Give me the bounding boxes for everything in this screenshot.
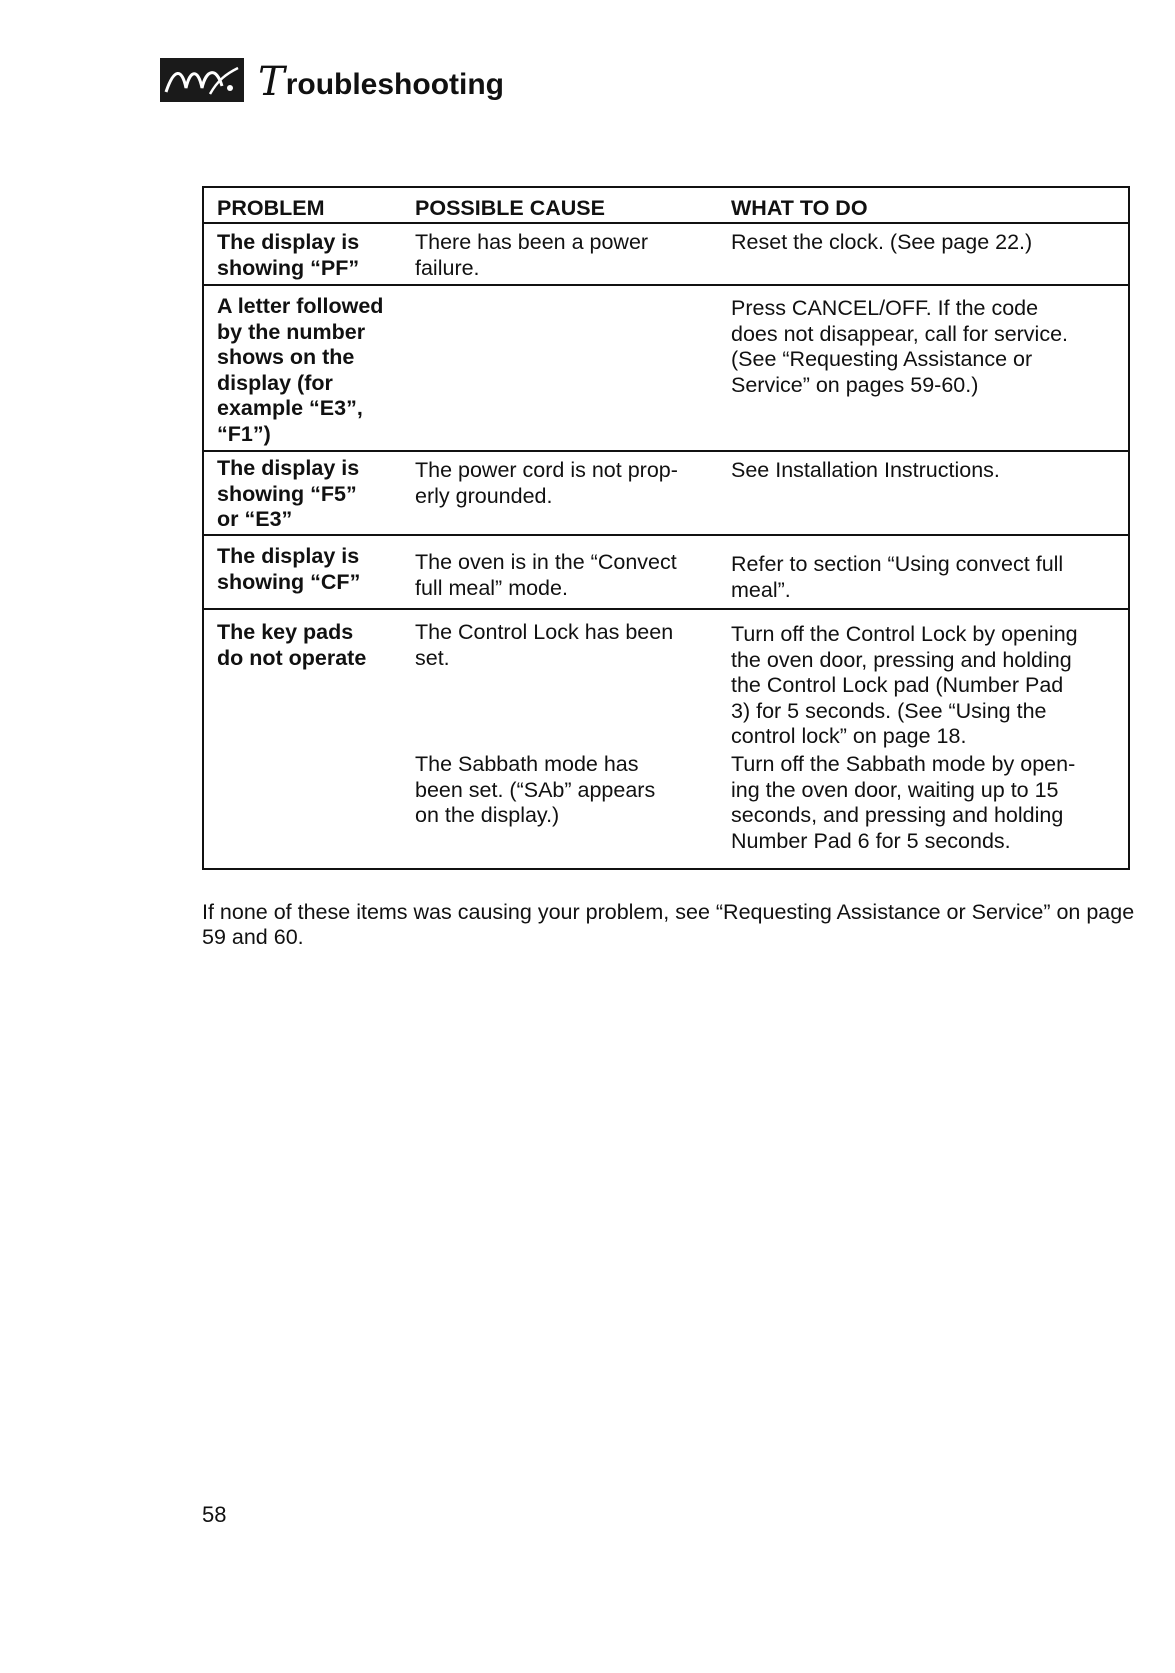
problem-cell: The display is showing “F5” or “E3” xyxy=(217,456,360,531)
table-row xyxy=(204,286,1128,452)
page-title-initial: T xyxy=(258,59,285,105)
action-cell: See Installation Instructions. xyxy=(731,458,1000,482)
cause-cell: The oven is in the “Convect full meal” mode. xyxy=(415,550,677,600)
page-number: 58 xyxy=(202,1502,227,1527)
cause-cell: The Sabbath mode has been set. (“SAb” appears on the display.) xyxy=(415,752,656,827)
action-cell: Reset the clock. (See page 22.) xyxy=(731,230,1033,254)
cause-cell: The power cord is not prop- erly grounded. xyxy=(415,458,678,508)
footer-note: If none of these items was causing your problem, see “Requesting Assistance or Service” on page 59 and 60. xyxy=(202,900,1135,949)
table-row xyxy=(204,224,1128,286)
action-cell: Refer to section “Using convect full meal”. xyxy=(731,552,1064,602)
column-header-problem: PROBLEM xyxy=(217,196,325,220)
table-row xyxy=(204,536,1128,610)
table-row xyxy=(204,452,1128,536)
action-cell: Turn off the Control Lock by opening the oven door, pressing and holding the Control Lock pad (Number Pad 3) for 5 seconds. (See “Using the control lock” on page 18. xyxy=(731,622,1078,748)
action-column xyxy=(728,610,1128,868)
page-title xyxy=(258,59,504,105)
cause-cell xyxy=(412,286,728,450)
cause-cell: The Control Lock has been set. xyxy=(415,620,674,670)
problem-cell: The display is showing “CF” xyxy=(217,544,361,594)
problem-cell: A letter followed by the number shows on the display (for example “E3”, “F1”) xyxy=(217,294,384,446)
action-cell: Turn off the Sabbath mode by open- ing the oven door, waiting up to 15 seconds, and pressing and holding Number Pad 6 for 5 seconds. xyxy=(731,752,1076,853)
action-cell: Press CANCEL/OFF. If the code does not disappear, call for service. (See “Requesting Assistance or Service” on pages 59-60.) xyxy=(731,296,1069,397)
column-header-cause: POSSIBLE CAUSE xyxy=(415,196,605,220)
cause-cell: There has been a power failure. xyxy=(415,230,649,280)
problem-cell: The display is showing “PF” xyxy=(217,230,360,280)
page-header xyxy=(160,52,504,105)
cause-column xyxy=(412,610,728,868)
page-title-rest: roubleshooting xyxy=(285,68,504,101)
table-row xyxy=(204,610,1128,868)
problem-cell: The key pads do not operate xyxy=(217,620,367,670)
column-header-action: WHAT TO DO xyxy=(731,196,868,220)
whirlpool-logo-icon xyxy=(160,58,244,102)
troubleshooting-table xyxy=(202,186,1130,870)
table-header-row xyxy=(204,188,1128,224)
